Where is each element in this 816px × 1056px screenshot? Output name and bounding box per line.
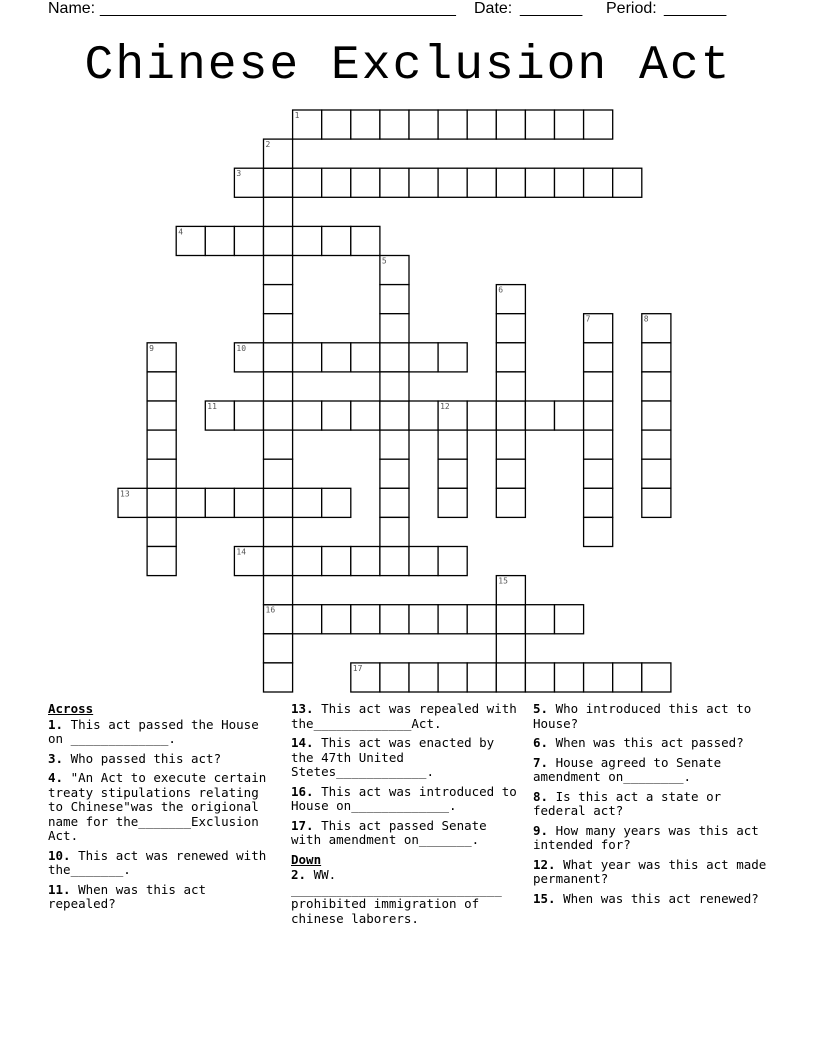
crossword-cell[interactable] [176, 226, 205, 255]
crossword-cell[interactable] [409, 547, 438, 576]
crossword-cell[interactable] [322, 488, 351, 517]
crossword-cell[interactable] [613, 168, 642, 197]
name-label: Name: [48, 0, 96, 17]
crossword-cell[interactable] [322, 605, 351, 634]
crossword-cell[interactable] [234, 488, 263, 517]
crossword-cell[interactable] [438, 547, 467, 576]
crossword-cell[interactable] [380, 110, 409, 139]
clue-number: 10 [236, 343, 247, 353]
down-heading: Down [291, 851, 322, 867]
crossword-cell[interactable] [264, 547, 293, 576]
crossword-cell[interactable] [380, 343, 409, 372]
crossword-cell[interactable] [496, 110, 525, 139]
crossword-cell[interactable] [496, 663, 525, 692]
crossword-cell[interactable] [467, 605, 496, 634]
crossword-cell[interactable] [264, 197, 293, 226]
crossword-cell[interactable] [147, 547, 176, 576]
crossword-cell[interactable] [584, 430, 613, 459]
across-clue-list-continued [291, 702, 523, 848]
crossword-cell[interactable] [351, 605, 380, 634]
crossword-cell[interactable] [322, 226, 351, 255]
clue-number: 4 [178, 227, 184, 237]
clue-text: This act passed Senate with amendment on_______. [291, 817, 487, 847]
crossword-cell[interactable] [467, 401, 496, 430]
clue-number-label: 11. [48, 881, 71, 897]
across-clue-list [48, 718, 276, 912]
clue-number: 1 [294, 111, 300, 120]
crossword-cell[interactable] [467, 110, 496, 139]
clue-column-3 [533, 702, 773, 911]
crossword-cell[interactable] [380, 256, 409, 285]
clue-number-label: 1. [48, 716, 64, 732]
crossword-cell[interactable] [380, 517, 409, 546]
clue-number: 17 [352, 663, 363, 673]
crossword-cell[interactable] [642, 663, 671, 692]
clue-number-label: 6. [533, 735, 549, 750]
clue-number: 7 [585, 314, 591, 324]
clue-text: This act was renewed with the_______. [48, 847, 267, 877]
crossword-cell[interactable] [380, 488, 409, 517]
crossword-cell[interactable] [322, 343, 351, 372]
crossword-cell[interactable] [322, 547, 351, 576]
crossword-cell[interactable] [584, 459, 613, 488]
crossword-cell[interactable] [642, 459, 671, 488]
clue-text: Is this act a state or federal act? [533, 788, 722, 818]
clue-column-2 [291, 702, 523, 931]
crossword-cell[interactable] [467, 663, 496, 692]
clue-number-label: 17. [291, 817, 314, 833]
clue-number: 5 [381, 256, 387, 266]
crossword-cell[interactable] [584, 168, 613, 197]
crossword-cell[interactable] [380, 285, 409, 314]
crossword-cell[interactable] [147, 459, 176, 488]
crossword-cell[interactable] [496, 372, 525, 401]
clue-item [291, 868, 523, 926]
crossword-cell[interactable] [293, 547, 322, 576]
crossword-cell[interactable] [584, 663, 613, 692]
clue-number-label: 7. [533, 754, 549, 770]
crossword-cell[interactable] [409, 110, 438, 139]
clue-item [533, 858, 773, 887]
clue-number: 16 [265, 605, 276, 615]
crossword-cell[interactable] [293, 168, 322, 197]
clue-text: This act passed the House on _____________. [48, 716, 259, 746]
crossword-cell[interactable] [351, 226, 380, 255]
crossword-cell[interactable] [380, 430, 409, 459]
crossword-cell[interactable] [642, 401, 671, 430]
crossword-cell[interactable] [555, 110, 584, 139]
clue-number-label: 9. [533, 822, 549, 838]
clue-number: 13 [120, 489, 130, 499]
across-heading: Across [48, 701, 94, 716]
clue-number-label: 14. [291, 735, 314, 750]
clue-item [533, 702, 773, 731]
crossword-cell[interactable] [380, 314, 409, 343]
crossword-cell[interactable] [642, 372, 671, 401]
crossword-cell[interactable] [496, 488, 525, 517]
clue-item [533, 824, 773, 853]
clue-number-label: 10. [48, 847, 71, 863]
clue-item [48, 718, 276, 747]
crossword-cell[interactable] [380, 372, 409, 401]
crossword-cell[interactable] [584, 488, 613, 517]
crossword-cell[interactable] [438, 430, 467, 459]
crossword-cell[interactable] [584, 372, 613, 401]
crossword-cell[interactable] [147, 430, 176, 459]
crossword-cell[interactable] [293, 401, 322, 430]
crossword-cell[interactable] [642, 343, 671, 372]
clue-item [533, 892, 773, 907]
crossword-cell[interactable] [438, 663, 467, 692]
crossword-cell[interactable] [584, 401, 613, 430]
crossword-cell[interactable] [293, 343, 322, 372]
crossword-cell[interactable] [264, 459, 293, 488]
crossword-cell[interactable] [234, 168, 263, 197]
crossword-cell[interactable] [496, 634, 525, 663]
clue-number-label: 12. [533, 856, 556, 872]
crossword-cell[interactable] [642, 314, 671, 343]
crossword-cell[interactable] [642, 430, 671, 459]
clue-number-label: 3. [48, 750, 64, 766]
clue-number-label: 15. [533, 890, 556, 906]
crossword-cell[interactable] [351, 401, 380, 430]
crossword-cell[interactable] [118, 488, 147, 517]
date-label: Date: [474, 0, 513, 17]
crossword-cell[interactable] [380, 547, 409, 576]
crossword-cell[interactable] [496, 459, 525, 488]
crossword-cell[interactable] [293, 226, 322, 255]
clue-text: When was this act passed? [548, 735, 744, 750]
crossword-cell[interactable] [380, 401, 409, 430]
crossword-cell[interactable] [496, 576, 525, 605]
period-blank[interactable]: _______ [664, 0, 727, 17]
crossword-cell[interactable] [438, 110, 467, 139]
crossword-cell[interactable] [147, 372, 176, 401]
crossword-cell[interactable] [176, 488, 205, 517]
clue-text: "An Act to execute certain treaty stipulations relating to Chinese"was the origional name for the_______Exclusion Act. [48, 770, 267, 843]
crossword-cell[interactable] [205, 226, 234, 255]
crossword-cell[interactable] [584, 343, 613, 372]
crossword-cell[interactable] [409, 401, 438, 430]
crossword-cell[interactable] [264, 314, 293, 343]
clue-text: How many years was this act intended for? [533, 822, 759, 852]
crossword-cell[interactable] [351, 110, 380, 139]
crossword-cell[interactable] [264, 285, 293, 314]
crossword-cell[interactable] [264, 372, 293, 401]
date-blank[interactable]: _______ [520, 0, 583, 17]
crossword-cell[interactable] [234, 343, 263, 372]
crossword-cell[interactable] [438, 459, 467, 488]
crossword-cell[interactable] [293, 110, 322, 139]
page-title: Chinese Exclusion Act [84, 39, 732, 93]
crossword-cell[interactable] [555, 663, 584, 692]
name-blank[interactable]: ________________________________________ [100, 0, 456, 17]
crossword-cell[interactable] [555, 401, 584, 430]
crossword-cell[interactable] [496, 168, 525, 197]
crossword-cell[interactable] [438, 488, 467, 517]
clue-text: This act was repealed with the_____________Act. [291, 701, 517, 731]
clue-text: This act was introduced to House on_____________. [291, 783, 517, 813]
clue-text: When was this act renewed? [555, 890, 759, 906]
crossword-cell[interactable] [438, 343, 467, 372]
period-label: Period: [606, 0, 657, 17]
crossword-cell[interactable] [234, 226, 263, 255]
clue-text: Who introduced this act to House? [533, 701, 752, 731]
crossword-cell[interactable] [205, 401, 234, 430]
crossword-cell[interactable] [264, 343, 293, 372]
crossword-cell[interactable] [264, 256, 293, 285]
clue-text: When was this act repealed? [48, 881, 207, 911]
crossword-cell[interactable] [555, 605, 584, 634]
crossword-cell[interactable] [525, 168, 554, 197]
crossword-cell[interactable] [496, 401, 525, 430]
crossword-cell[interactable] [264, 168, 293, 197]
clue-number-label: 5. [533, 701, 549, 716]
crossword-cell[interactable] [496, 314, 525, 343]
crossword-cell[interactable] [351, 547, 380, 576]
down-clue-list-continued [533, 702, 773, 906]
clue-item [48, 771, 276, 844]
clue-item [533, 756, 773, 785]
clue-number: 9 [149, 343, 154, 353]
crossword-cell[interactable] [409, 168, 438, 197]
crossword-cell[interactable] [642, 488, 671, 517]
crossword-cell[interactable] [496, 430, 525, 459]
crossword-cell[interactable] [525, 605, 554, 634]
crossword-cell[interactable] [584, 110, 613, 139]
clue-number-label: 16. [291, 783, 314, 799]
clue-number-label: 2. [291, 867, 307, 882]
crossword-cell[interactable] [584, 314, 613, 343]
crossword-cell[interactable] [147, 401, 176, 430]
crossword-cell[interactable] [351, 343, 380, 372]
clue-text: WW. ____________________________ prohibited immigration of chinese laborers. [291, 867, 502, 926]
crossword-cell[interactable] [555, 168, 584, 197]
clue-item [291, 819, 523, 848]
clue-number: 12 [440, 402, 450, 411]
crossword-cell[interactable] [467, 168, 496, 197]
clue-number-label: 13. [291, 701, 314, 716]
clue-number: 11 [207, 402, 217, 411]
clue-item [533, 736, 773, 751]
clue-number: 8 [643, 314, 649, 324]
crossword-cell[interactable] [380, 168, 409, 197]
down-clue-list [291, 868, 523, 926]
crossword-cell[interactable] [322, 168, 351, 197]
clue-number: 3 [236, 169, 242, 179]
clue-number-label: 8. [533, 788, 549, 804]
crossword-cell[interactable] [264, 401, 293, 430]
crossword-cell[interactable] [351, 663, 380, 692]
clue-text: Who passed this act? [63, 750, 222, 766]
crossword-cell[interactable] [205, 488, 234, 517]
clue-item [533, 790, 773, 819]
crossword-cell[interactable] [496, 285, 525, 314]
clue-text: What year was this act made permanent? [533, 856, 767, 886]
crossword-cell[interactable] [380, 663, 409, 692]
clue-number: 14 [236, 547, 247, 557]
crossword-cell[interactable] [409, 605, 438, 634]
crossword-cell[interactable] [380, 605, 409, 634]
clue-item [291, 785, 523, 814]
crossword-cell[interactable] [496, 605, 525, 634]
crossword-cell[interactable] [234, 401, 263, 430]
clue-column-1 [48, 702, 276, 917]
clue-item [291, 736, 523, 780]
crossword-cell[interactable] [409, 663, 438, 692]
crossword-cell[interactable] [438, 401, 467, 430]
crossword-cell[interactable] [293, 488, 322, 517]
crossword-cell[interactable] [264, 634, 293, 663]
crossword-cell[interactable] [264, 605, 293, 634]
crossword-cell[interactable] [234, 547, 263, 576]
clue-number: 6 [498, 285, 504, 295]
clue-item [48, 849, 276, 878]
crossword-cell[interactable] [525, 401, 554, 430]
crossword-cell[interactable] [293, 605, 322, 634]
clue-number: 2 [265, 140, 271, 150]
crossword-cell[interactable] [525, 663, 554, 692]
crossword-cell[interactable] [264, 226, 293, 255]
crossword-cell[interactable] [584, 517, 613, 546]
clue-item [48, 752, 276, 767]
crossword-cell[interactable] [613, 663, 642, 692]
clue-text: This act was enacted by the 47th United Stetes____________. [291, 735, 495, 779]
clue-text: House agreed to Senate amendment on________. [533, 754, 722, 784]
crossword-cell[interactable] [264, 488, 293, 517]
crossword-cell[interactable] [351, 168, 380, 197]
clue-number: 15 [498, 576, 508, 586]
crossword-cell[interactable] [264, 517, 293, 546]
crossword-cell[interactable] [147, 343, 176, 372]
crossword-cell[interactable] [322, 110, 351, 139]
crossword-cell[interactable] [409, 343, 438, 372]
crossword-cell[interactable] [438, 168, 467, 197]
crossword-cell[interactable] [496, 343, 525, 372]
crossword-cell[interactable] [438, 605, 467, 634]
crossword-cell[interactable] [264, 576, 293, 605]
crossword-cell[interactable] [322, 401, 351, 430]
crossword-cell[interactable] [147, 488, 176, 517]
clue-item [291, 702, 523, 731]
crossword-cell[interactable] [264, 139, 293, 168]
crossword-cell[interactable] [147, 517, 176, 546]
crossword-cell[interactable] [264, 430, 293, 459]
clue-item [48, 883, 276, 912]
crossword-cell[interactable] [264, 663, 293, 692]
crossword-cell[interactable] [525, 110, 554, 139]
clue-number-label: 4. [48, 770, 64, 785]
crossword-cell[interactable] [380, 459, 409, 488]
